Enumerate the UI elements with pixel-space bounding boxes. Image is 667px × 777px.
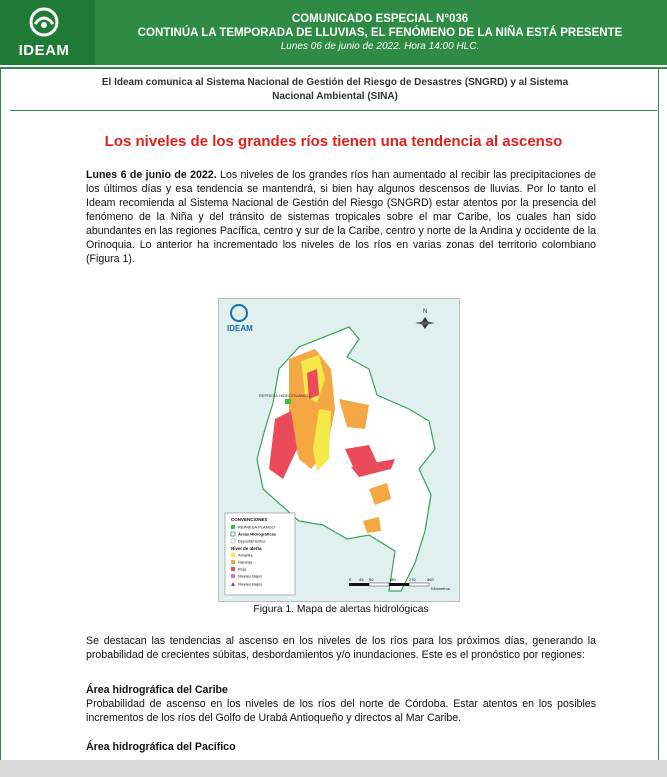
map-legend: [225, 513, 295, 595]
frame-left: [0, 67, 1, 760]
scale-tick-3: 180: [389, 577, 396, 582]
alert-title: Nivel de alerta: [231, 546, 262, 551]
paragraph-1-body: Los niveles de los grandes ríos han aumentado al recibir las precipitaciones de los últimos días y esa tendencia se mantendrá, si bien hay algunos descensos de lluvias. Por lo tanto el Ideam recomienda al Sistema Nacional de Gestión del Riesgo (SNGRD) estar atentos por la presencia del fenómeno de la Niña y del tránsito de sistemas tropicales sobre el mar Caribe, los cuales han sido abundantes en las regiones Pacífica, centro y sur de la Caribe, centro y norte de la Andina y occidente de la Orinoquia. Lo anterior ha incrementado los niveles de los ríos en varias zonas del territorio colombiano (Figura 1).: [86, 169, 597, 265]
scale-tick-4: 270: [409, 577, 416, 582]
legend-item-1: REPRESA PLANGO: [238, 524, 275, 530]
region-text-caribe: Probabilidad de ascenso en los niveles de los ríos del norte de Córdoba. Estar atentos en los posibles incrementos de los ríos del Golfo de Urabá Antioqueño y directos al Mar Caribe.: [86, 698, 596, 724]
bulletin-number: COMUNICADO ESPECIAL N°036: [291, 13, 469, 25]
page-title: Los niveles de los grandes ríos tienen una tendencia al ascenso: [104, 133, 563, 150]
legend-item-3: Departamentos: [238, 538, 266, 544]
scale-unit: Kilómetros: [431, 586, 450, 591]
scale-tick-0: 0: [349, 577, 352, 582]
scale-tick-5: 360: [427, 577, 434, 582]
intro-statement: El Ideam comunica al Sistema Nacional de Gestión del Riesgo de Desastres (SNGRD) y al Sistema Nacional Ambiental (SINA): [101, 77, 569, 102]
dam-marker: [285, 399, 291, 404]
scale-tick-2: 90: [369, 577, 374, 582]
scale-tick-1: 45: [359, 577, 364, 582]
svg-text:N: N: [422, 309, 428, 315]
frame-right: [658, 67, 659, 760]
header-banner: [0, 0, 667, 65]
alert-item-3: Roja: [238, 566, 247, 572]
paragraph-1: [86, 168, 596, 266]
bulletin-date: Lunes 06 de junio de 2022. Hora 14:00 HLC.: [280, 41, 480, 52]
bulletin-headline: CONTINÚA LA TEMPORADA DE LLUVIAS, EL FENÓMENO DE LA NIÑA ESTÁ PRESENTE: [137, 27, 623, 39]
alert-item-1: Amarilla: [238, 552, 253, 558]
alert-item-2: Naranja: [238, 559, 253, 565]
logo-text: IDEAM: [18, 42, 70, 59]
header-text: [100, 12, 660, 53]
region-heading-pacifico: Área hidrográfica del Pacífico: [86, 741, 236, 753]
ideam-logo: [14, 6, 74, 62]
ideam-emblem-icon: [28, 6, 60, 38]
region-heading-caribe: Área hidrográfica del Caribe: [86, 684, 228, 696]
map-logo-text: IDEAM: [227, 324, 253, 333]
legend-item-2: Áreas Hidrográficas: [238, 531, 277, 537]
figure-caption: Figura 1. Mapa de alertas hidrológicas: [253, 604, 429, 615]
dam-label: REPRESA HIDROITUANGO: [259, 393, 311, 398]
intro-divider: [10, 110, 657, 111]
alert-item-5: Niveles Bajos: [238, 581, 263, 587]
paragraph-1-date: Lunes 6 de junio de 2022.: [86, 169, 217, 181]
legend-title: CONVENCIONES: [231, 517, 268, 522]
map-graphic: [219, 299, 459, 601]
alert-item-4: Niveles Bajos: [238, 573, 263, 579]
paragraph-2: Se destacan las tendencias al ascenso en los niveles de los ríos para los próximos días, generando la probabilidad de crecientes súbitas, desbordamientos y/o inundaciones. Este es el pronóstico por regiones:: [86, 635, 596, 661]
header-divider: [0, 67, 667, 69]
hydrological-alert-map: [218, 298, 460, 602]
